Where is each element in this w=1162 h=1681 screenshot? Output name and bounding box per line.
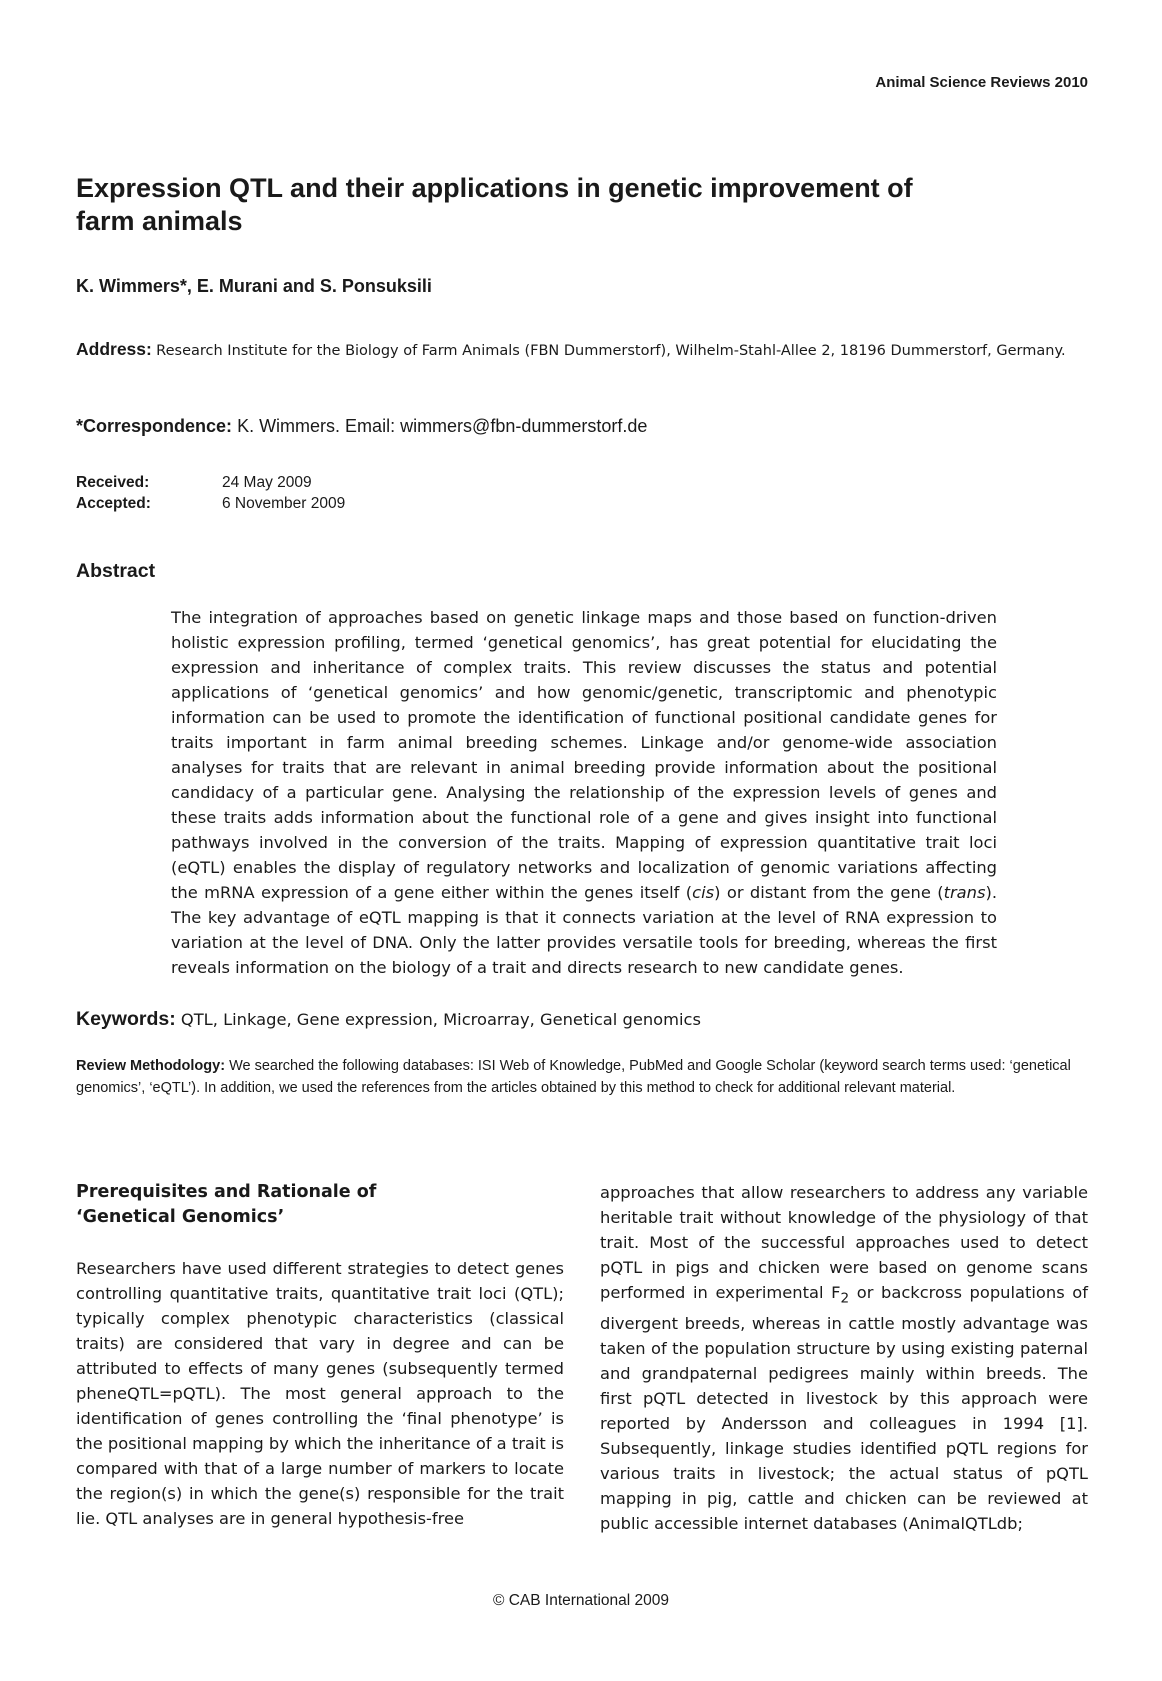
- abstract-trans: trans: [943, 883, 986, 902]
- section-heading-line-1: Prerequisites and Rationale of: [76, 1182, 377, 1202]
- abstract-part-2: ) or distant from the gene (: [714, 883, 944, 902]
- methodology-label: Review Methodology:: [76, 1058, 226, 1074]
- correspondence-text: K. Wimmers. Email: wimmers@fbn-dummerstorf.de: [237, 416, 648, 436]
- right-column-text: [600, 1180, 1088, 1536]
- section-heading-line-2: ‘Genetical Genomics’: [76, 1207, 285, 1227]
- abstract-text: [171, 605, 997, 980]
- abstract-cis: cis: [692, 883, 715, 902]
- article-title: Expression QTL and their applications in genetic improvement of farm animals: [76, 173, 913, 236]
- left-column-text: Researchers have used different strategies to detect genes controlling quantitative traits, quantitative trait loci (QTL); typically complex phenotypic characteristics (classical traits) are considered that vary in degree and can be attributed to effects of many genes (subsequently termed pheneQTL=pQTL). The most general approach to the identification of genes controlling the ‘final phenotype’ is the positional mapping by which the inheritance of a trait is compared with that of a large number of markers to locate the region(s) in which the gene(s) responsible for the trait lie. QTL analyses are in general hypothesis-free: [76, 1259, 564, 1528]
- review-methodology: [76, 1056, 1088, 1099]
- accepted-date-row: [76, 495, 345, 513]
- received-label: Received:: [76, 474, 150, 491]
- keywords-text: QTL, Linkage, Gene expression, Microarray, Genetical genomics: [180, 1010, 701, 1029]
- author-address: [76, 338, 1086, 363]
- address-label: Address:: [76, 339, 152, 359]
- abstract-heading: Abstract: [76, 560, 156, 582]
- subscript-2: 2: [840, 1290, 850, 1307]
- author-list: K. Wimmers*, E. Murani and S. Ponsuksili: [76, 276, 432, 296]
- abstract-part-1: The integration of approaches based on genetic linkage maps and those based on function-driven holistic expression profiling, termed ‘genetical genomics’, has great potential for elucidating the expression and inheritance of complex traits. This review discusses the status and potential applications of ‘genetical genomics’ and how genomic/genetic, transcriptomic and phenotypic information can be used to promote the identification of functional positional candidate genes for traits important in farm animal breeding schemes. Linkage and/or genome-wide association analyses for traits that are relevant in animal breeding provide information about the positional candidacy of a particular gene. Analysing the relationship of the expression levels of genes and these traits adds information about the functional role of a gene and gives insight into functional pathways involved in the conversion of the traits. Mapping of expression quantitative trait loci (eQTL) enables the display of regulatory networks and localization of genomic variations affecting the mRNA expression of a gene either within the genes itself (: [171, 608, 997, 902]
- journal-name: Animal Science Reviews 2010: [875, 74, 1088, 91]
- right-column-part-2: or backcross populations of divergent breeds, whereas in cattle mostly advantage was taken of the population structure by using existing paternal and grandpaternal pedigrees mainly within breeds. The first pQTL detected in livestock by this approach were reported by Andersson and colleagues in 1994 [1]. Subsequently, linkage studies identified pQTL regions for various traits in livestock; the actual status of pQTL mapping in pig, cattle and chicken can be reviewed at public accessible internet databases (AnimalQTLdb;: [600, 1283, 1088, 1534]
- section-heading: [76, 1180, 564, 1230]
- accepted-label: Accepted:: [76, 495, 151, 512]
- correspondence-label: *Correspondence:: [76, 416, 233, 436]
- address-text: Research Institute for the Biology of Farm Animals (FBN Dummerstorf), Wilhelm-Stahl-Allee 2, 18196 Dummerstorf, Germany.: [156, 343, 1066, 359]
- correspondence: [76, 416, 647, 437]
- received-date: 24 May 2009: [222, 474, 312, 491]
- accepted-date: 6 November 2009: [222, 495, 346, 512]
- abstract-part-3: ). The key advantage of eQTL mapping is that it connects variation at the level of RNA expression to variation at the level of DNA. Only the latter provides versatile tools for breeding, whereas the first reveals information on the biology of a trait and directs research to new candidate genes.: [171, 883, 997, 977]
- methodology-text: We searched the following databases: ISI Web of Knowledge, PubMed and Google Scholar (keyword search terms used: ‘genetical genomics’, ‘eQTL’). In addition, we used the references from the articles obtained by this method to check for additional relevant material.: [76, 1058, 1071, 1096]
- keywords-label: Keywords:: [76, 1008, 176, 1030]
- right-column-part-1: approaches that allow researchers to address any variable heritable trait without knowledge of the physiology of that trait. Most of the successful approaches used to detect pQTL in pigs and chicken were based on genome scans performed in experimental F: [600, 1183, 1088, 1302]
- keywords: [76, 1008, 701, 1031]
- received-date-row: [76, 474, 312, 492]
- copyright-footer: © CAB International 2009: [492, 1592, 669, 1609]
